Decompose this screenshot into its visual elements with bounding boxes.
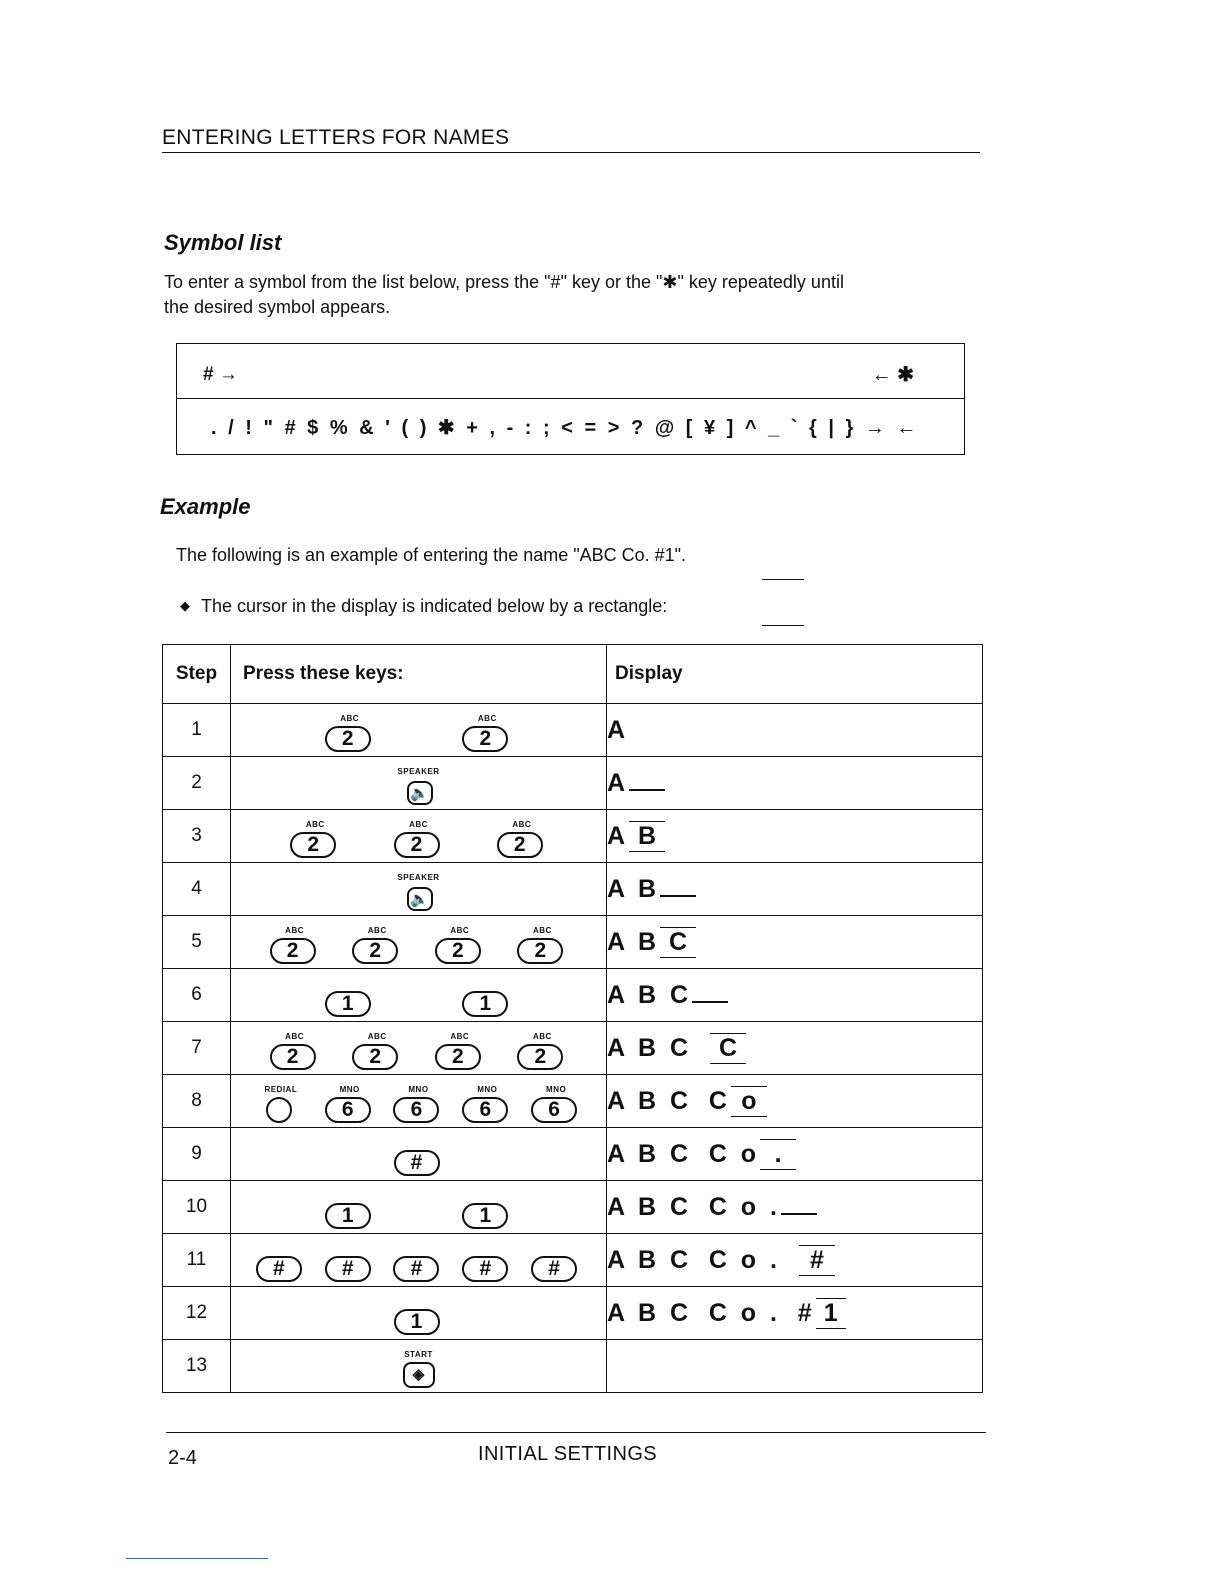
key-sequence	[231, 1287, 607, 1340]
key-sequence	[231, 1181, 607, 1234]
table-row	[163, 863, 983, 916]
symbol-list-text-1: To enter a symbol from the list below, press the "#" key or the "✱" key repeatedly until	[164, 272, 844, 292]
step-number: 10	[163, 1181, 231, 1234]
display-text: A	[607, 821, 626, 850]
table-row	[163, 1340, 983, 1393]
example-steps-table	[162, 644, 983, 1393]
key-sequence	[231, 1075, 607, 1128]
key-sequence	[231, 916, 607, 969]
cursor-box: o	[731, 1086, 767, 1117]
cursor-box: C	[660, 927, 696, 958]
key-2-abc: ABC 2	[288, 818, 342, 862]
display-text: A B C C o	[607, 1139, 757, 1168]
key-sequence	[231, 863, 607, 916]
key-hash: #	[529, 1242, 583, 1286]
display-text: A	[607, 715, 626, 744]
table-row	[163, 1234, 983, 1287]
footer-section: INITIAL SETTINGS	[478, 1443, 658, 1465]
display-cell	[607, 916, 983, 969]
display-text: A B C	[607, 1033, 689, 1062]
example-intro: The following is an example of entering the name "ABC Co. #1".	[176, 545, 687, 565]
display-text: A B C	[607, 980, 689, 1009]
key-hash: #	[254, 1242, 308, 1286]
key-2-abc: ABC 2	[433, 924, 487, 968]
key-hash: #	[391, 1242, 445, 1286]
bullet-icon: ◆	[180, 598, 190, 613]
display-text: A B C C	[607, 1086, 727, 1115]
table-row	[163, 1181, 983, 1234]
display-cell	[607, 1022, 983, 1075]
step-number: 2	[163, 757, 231, 810]
table-row	[163, 810, 983, 863]
table-header-row	[163, 645, 983, 704]
redial-key: REDIAL	[254, 1083, 308, 1127]
key-6-mno: MNO 6	[391, 1083, 445, 1127]
key-sequence	[231, 1340, 607, 1393]
cursor-box: #	[799, 1245, 835, 1276]
display-header: Display	[607, 645, 983, 704]
example-bullet	[180, 594, 667, 618]
step-number: 7	[163, 1022, 231, 1075]
table-row	[163, 1022, 983, 1075]
display-cell	[607, 1234, 983, 1287]
symbol-list-text-2: the desired symbol appears.	[164, 297, 391, 317]
display-text: A B C C o .	[607, 1245, 777, 1274]
key-2-abc: ABC 2	[495, 818, 549, 862]
symbol-table-direction-row	[177, 344, 964, 399]
key-6-mno: MNO 6	[323, 1083, 377, 1127]
key-2-abc: ABC 2	[350, 1030, 404, 1074]
cursor-indicator-bottom	[762, 625, 804, 626]
display-cell	[607, 1075, 983, 1128]
step-number: 1	[163, 704, 231, 757]
star-direction: ← ✱	[871, 364, 914, 386]
cursor-box: C	[710, 1033, 746, 1064]
cursor-box	[781, 1213, 817, 1215]
display-cell	[607, 704, 983, 757]
step-number: 13	[163, 1340, 231, 1393]
step-number: 4	[163, 863, 231, 916]
hash-direction: # →	[203, 364, 238, 385]
key-2-abc: ABC 2	[515, 924, 569, 968]
key-1: 1	[323, 1189, 377, 1233]
key-2-abc: ABC 2	[268, 924, 322, 968]
cursor-box	[692, 1001, 728, 1003]
speaker-key: SPEAKER 🔈	[387, 871, 451, 915]
key-2-abc: ABC 2	[460, 712, 514, 756]
key-1: 1	[460, 977, 514, 1021]
key-hash: #	[460, 1242, 514, 1286]
step-number: 8	[163, 1075, 231, 1128]
key-sequence	[231, 1234, 607, 1287]
display-text: A	[607, 768, 626, 797]
display-cell	[607, 1128, 983, 1181]
cursor-box: B	[629, 821, 665, 852]
key-2-abc: ABC 2	[268, 1030, 322, 1074]
speaker-icon: 🔈	[407, 781, 433, 805]
display-text: A B C C o . #	[607, 1298, 812, 1327]
table-row	[163, 1075, 983, 1128]
key-sequence	[231, 969, 607, 1022]
key-sequence	[231, 810, 607, 863]
cursor-box: 1	[816, 1298, 846, 1329]
example-bullet-text: The cursor in the display is indicated below by a rectangle:	[201, 596, 668, 616]
display-cell	[607, 810, 983, 863]
step-number: 9	[163, 1128, 231, 1181]
display-cell	[607, 969, 983, 1022]
key-1: 1	[323, 977, 377, 1021]
key-2-abc: ABC 2	[350, 924, 404, 968]
step-number: 11	[163, 1234, 231, 1287]
key-hash: #	[323, 1242, 377, 1286]
cursor-indicator-top	[762, 579, 804, 580]
display-text: A B	[607, 874, 657, 903]
step-header: Step	[163, 645, 231, 704]
symbol-table	[176, 343, 965, 455]
table-row	[163, 757, 983, 810]
symbol-sequence: . / ! " # $ % & ' ( ) ✱ + , - : ; < = > ? @ [ ¥ ] ^ _ ` { | } → ←	[211, 417, 920, 439]
symbol-table-symbols-row	[177, 399, 964, 454]
speaker-key: SPEAKER 🔈	[387, 765, 451, 809]
page-header	[162, 122, 980, 153]
table-row	[163, 916, 983, 969]
key-6-mno: MNO 6	[529, 1083, 583, 1127]
table-row	[163, 969, 983, 1022]
key-hash: #	[392, 1136, 446, 1180]
key-1: 1	[460, 1189, 514, 1233]
page-header-title: ENTERING LETTERS FOR NAMES	[162, 126, 510, 149]
key-2-abc: ABC 2	[433, 1030, 487, 1074]
start-key: START ◈	[387, 1348, 451, 1392]
display-text: A B C C o .	[607, 1192, 777, 1221]
cursor-box: .	[760, 1139, 796, 1170]
table-row	[163, 1128, 983, 1181]
display-text: A B	[607, 927, 657, 956]
start-icon: ◈	[403, 1362, 435, 1388]
key-sequence	[231, 757, 607, 810]
page-number: 2-4	[168, 1447, 197, 1469]
step-number: 5	[163, 916, 231, 969]
key-sequence	[231, 1128, 607, 1181]
display-cell	[607, 863, 983, 916]
key-6-mno: MNO 6	[460, 1083, 514, 1127]
step-number: 3	[163, 810, 231, 863]
example-title: Example	[160, 494, 251, 519]
display-cell	[607, 1287, 983, 1340]
step-number: 6	[163, 969, 231, 1022]
scan-artifact-line	[126, 1558, 268, 1559]
key-sequence	[231, 704, 607, 757]
symbol-list-title: Symbol list	[164, 230, 282, 255]
display-cell	[607, 1181, 983, 1234]
display-cell	[607, 757, 983, 810]
key-2-abc: ABC 2	[392, 818, 446, 862]
key-1: 1	[392, 1295, 446, 1339]
key-sequence	[231, 1022, 607, 1075]
table-row	[163, 704, 983, 757]
cursor-box	[660, 895, 696, 897]
key-2-abc: ABC 2	[323, 712, 377, 756]
key-2-abc: ABC 2	[515, 1030, 569, 1074]
step-number: 12	[163, 1287, 231, 1340]
display-cell	[607, 1340, 983, 1393]
keys-header: Press these keys:	[231, 645, 607, 704]
footer-rule	[166, 1432, 986, 1433]
table-row	[163, 1287, 983, 1340]
speaker-icon: 🔈	[407, 887, 433, 911]
cursor-box	[629, 789, 665, 791]
